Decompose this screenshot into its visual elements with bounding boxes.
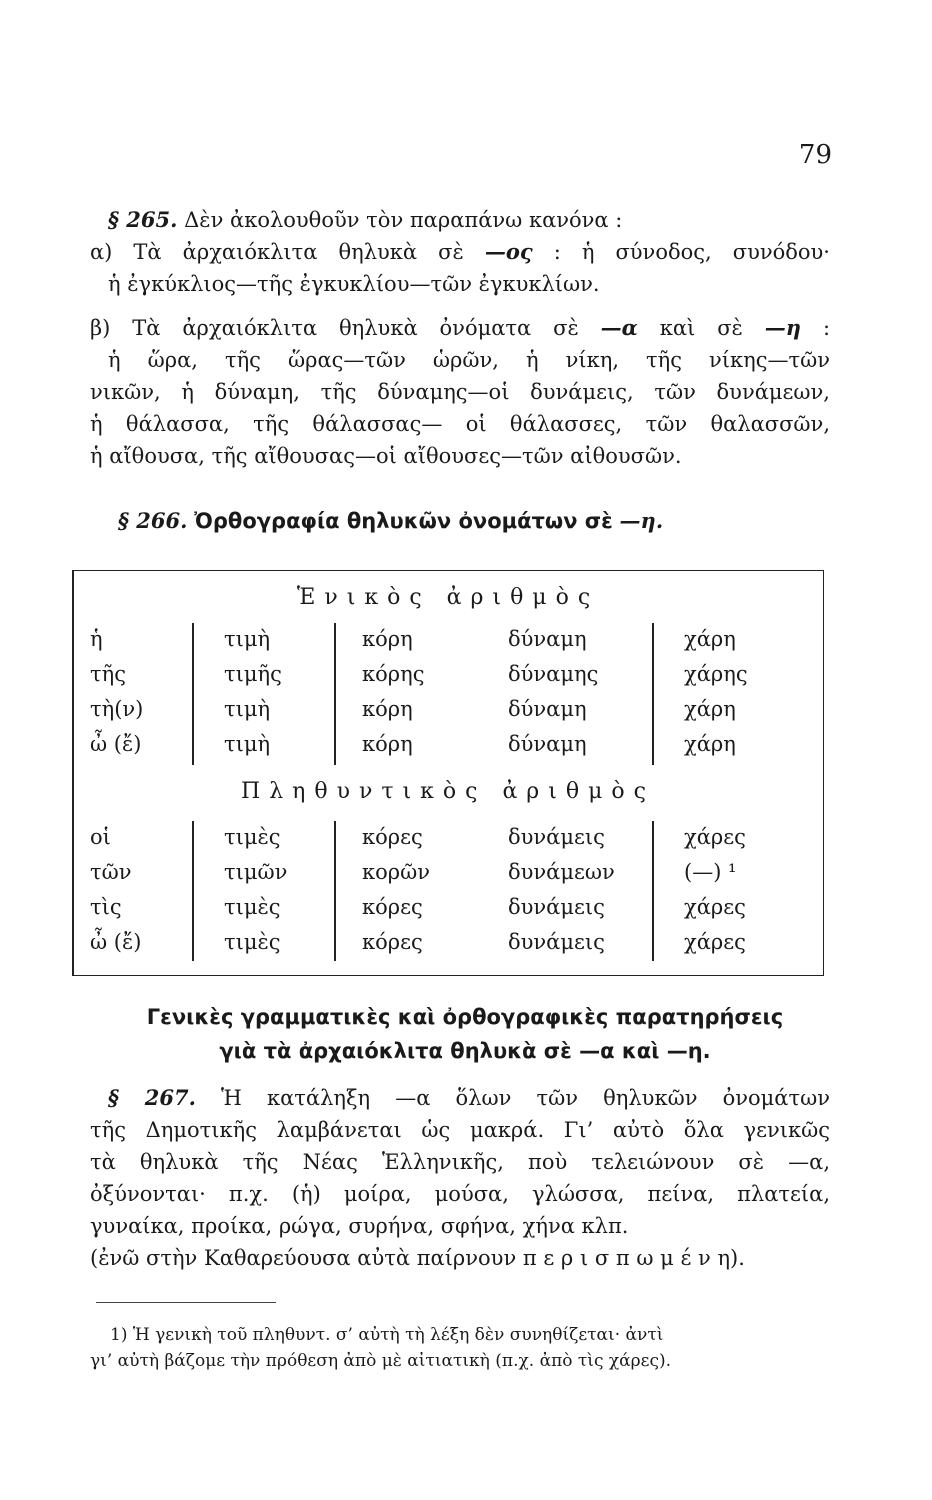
section-267-line5: γυναίκα, προίκα, ρώγα, συρήνα, σφήνα, χήνα κλπ.: [90, 1214, 629, 1238]
section-266-heading: [118, 508, 663, 533]
general-heading-line1: Γενικὲς γραμματικὲς καὶ ὀρθογραφικὲς παρατηρήσεις: [146, 1005, 784, 1029]
noun-form-cell: τιμὴ: [224, 697, 271, 721]
noun-form-cell: χάρη: [684, 627, 736, 651]
section-266-ending: —η.: [619, 508, 664, 533]
noun-form-cell: κόρη: [362, 732, 413, 756]
page-number: 79: [798, 140, 832, 170]
article-cell: τῶν: [90, 860, 132, 884]
text-run: :: [822, 316, 831, 340]
noun-form-cell: χάρες: [684, 930, 746, 954]
article-cell: ὦ (ἔ): [90, 732, 142, 756]
noun-form-cell: δυνάμεις: [508, 895, 605, 919]
noun-form-cell: τιμῆς: [224, 662, 282, 686]
text-run: καὶ σὲ: [659, 316, 743, 340]
noun-form-cell: τιμὴ: [224, 627, 271, 651]
footnote-rule: [96, 1302, 276, 1303]
section-266-mark: § 266.: [118, 508, 188, 533]
section-267-mark: § 267.: [108, 1085, 196, 1110]
noun-form-cell: δύναμης: [508, 662, 599, 686]
noun-form-cell: τιμὲς: [224, 930, 281, 954]
noun-form-cell: χάρη: [684, 732, 736, 756]
footnote: [90, 1322, 838, 1374]
section-265-intro: [90, 204, 830, 236]
table-row: [72, 697, 824, 727]
footnote-line1: 1) Ἡ γενικὴ τοῦ πληθυντ. σ’ αὐτὴ τὴ λέξη δὲν συνηθίζεται· ἀντὶ: [110, 1325, 664, 1345]
section-265-intro-text: Δὲν ἀκολουθοῦν τὸν παραπάνω κανόνα :: [184, 208, 623, 232]
table-row: [72, 930, 824, 960]
section-265-mark: § 265.: [108, 207, 178, 232]
table-row: [72, 627, 824, 657]
text-run: Ἡ κατάληξη —α ὅλων τῶν θηλυκῶν ὀνομάτων: [221, 1086, 830, 1110]
ending-a: —α: [600, 315, 638, 340]
table-row: [72, 825, 824, 855]
section-265-b-line2: ἡ ὥρα, τῆς ὥρας—τῶν ὡρῶν, ἡ νίκη, τῆς νίκης—τῶν: [108, 348, 830, 372]
ending-h: —η: [764, 315, 802, 340]
noun-form-cell: κόρη: [362, 627, 413, 651]
general-heading: [90, 1000, 840, 1068]
section-267: [90, 1082, 830, 1274]
noun-form-cell: χάρης: [684, 662, 748, 686]
noun-form-cell: κόρες: [362, 895, 423, 919]
section-265-b-line1: [90, 312, 830, 344]
article-cell: οἱ: [90, 825, 111, 849]
singular-caption: Ἑνικὸς ἀριθμὸς: [296, 585, 600, 610]
noun-form-cell: δύναμη: [508, 627, 587, 651]
section-267-line3: τὰ θηλυκὰ τῆς Νέας Ἑλληνικῆς, ποὺ τελειώνουν σὲ —α,: [90, 1150, 830, 1174]
section-265-b-line4: ἡ θάλασσα, τῆς θάλασσας— οἱ θάλασσες, τῶν θαλασσῶν,: [90, 412, 830, 436]
table-row: [72, 860, 824, 890]
section-265-a-line1: [90, 236, 830, 268]
noun-form-cell: (—) ¹: [684, 860, 737, 884]
noun-form-cell: δυνάμεις: [508, 825, 605, 849]
noun-form-cell: δύναμη: [508, 697, 587, 721]
noun-form-cell: κόρες: [362, 825, 423, 849]
noun-form-cell: τιμὴ: [224, 732, 271, 756]
plural-caption: Πληθυντικὸς ἀριθμὸς: [241, 779, 655, 804]
section-267-line6: (ἐνῶ στὴν Καθαρεύουσα αὐτὰ παίρνουν π ε ρ ι σ π ω μ έ ν η).: [90, 1246, 745, 1270]
noun-form-cell: τιμὲς: [224, 895, 281, 919]
table-row: [72, 895, 824, 925]
article-cell: τὶς: [90, 895, 122, 919]
noun-form-cell: χάρη: [684, 697, 736, 721]
article-cell: ὦ (ἔ): [90, 930, 142, 954]
text-run: β) Τὰ ἀρχαιόκλιτα θηλυκὰ ὀνόματα σὲ: [90, 316, 579, 340]
table-row: [72, 662, 824, 692]
section-265: [90, 204, 830, 472]
article-cell: τὴ(ν): [90, 697, 144, 721]
table-row: [72, 732, 824, 762]
noun-form-cell: κόρης: [362, 662, 425, 686]
text-run: : ἡ σύνοδος, συνόδου·: [553, 240, 830, 264]
section-265-a-line2: ἡ ἐγκύκλιος—τῆς ἐγκυκλίου—τῶν ἐγκυκλίων.: [108, 272, 600, 296]
general-heading-line2: γιὰ τὰ ἀρχαιόκλιτα θηλυκὰ σὲ —α καὶ —η.: [219, 1039, 711, 1063]
section-267-line1: [90, 1082, 830, 1114]
noun-form-cell: χάρες: [684, 895, 746, 919]
section-267-line2: τῆς Δημοτικῆς λαμβάνεται ὡς μακρά. Γι’ αὐτὸ ὅλα γενικῶς: [90, 1118, 830, 1142]
noun-form-cell: κορῶν: [362, 860, 431, 884]
noun-form-cell: δυνάμεων: [508, 860, 615, 884]
section-265-b-line5: ἡ αἴθουσα, τῆς αἴθουσας—οἱ αἴθουσες—τῶν αἰθουσῶν.: [90, 444, 682, 468]
ending-os: —ος: [484, 239, 533, 264]
article-cell: τῆς: [90, 662, 126, 686]
section-265-b-line3: νικῶν, ἡ δύναμη, τῆς δύναμης—οἱ δυνάμεις, τῶν δυνάμεων,: [90, 380, 830, 404]
section-266-title: Ὀρθογραφία θηλυκῶν ὀνομάτων σὲ: [194, 509, 613, 533]
noun-form-cell: τιμῶν: [224, 860, 288, 884]
noun-form-cell: κόρες: [362, 930, 423, 954]
article-cell: ἡ: [90, 627, 103, 651]
noun-form-cell: χάρες: [684, 825, 746, 849]
noun-form-cell: δύναμη: [508, 732, 587, 756]
noun-form-cell: κόρη: [362, 697, 413, 721]
footnote-line2: γι’ αὐτὴ βάζομε τὴν πρόθεση ἀπὸ μὲ αἰτιατικὴ (π.χ. ἀπὸ τὶς χάρες).: [90, 1351, 672, 1371]
declension-table: [72, 570, 824, 976]
noun-form-cell: δυνάμεις: [508, 930, 605, 954]
text-run: α) Τὰ ἀρχαιόκλιτα θηλυκὰ σὲ: [90, 240, 464, 264]
noun-form-cell: τιμὲς: [224, 825, 281, 849]
section-267-line4: ὀξύνονται· π.χ. (ἡ) μοίρα, μούσα, γλώσσα, πείνα, πλατεία,: [90, 1182, 830, 1206]
